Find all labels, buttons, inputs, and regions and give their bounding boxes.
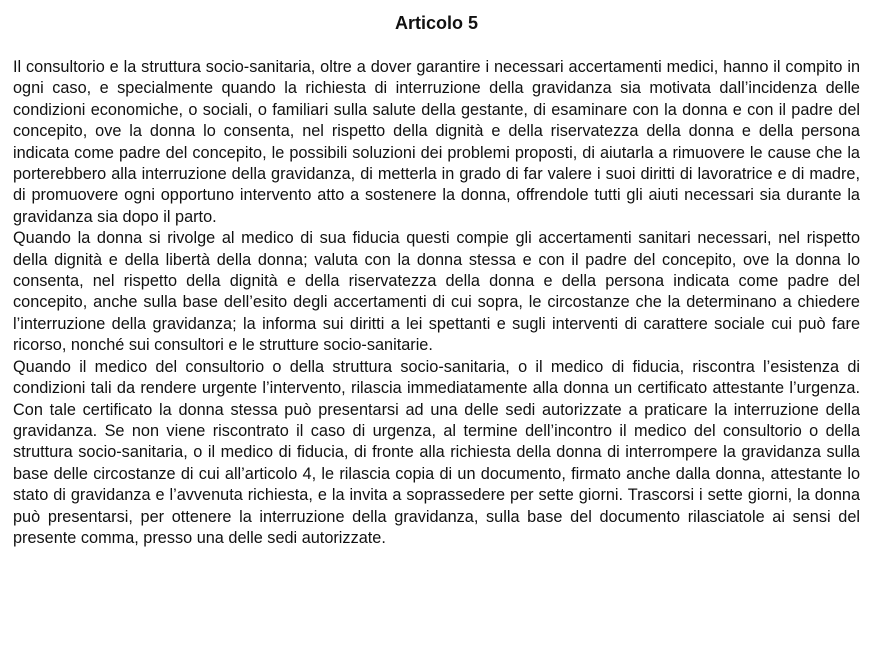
article-body [13, 57, 860, 549]
paragraph-1: Il consultorio e la struttura socio-sanitaria, oltre a dover garantire i necessari accertamenti medici, hanno il compito in ogni caso, e specialmente quando la richiesta di interruzione della gravidanza sia motivata dall’incidenza delle condizioni economiche, o sociali, o familiari sulla salute della gestante, di esaminare con la donna e con il padre del concepito, ove la donna lo consenta, nel rispetto della dignità e della riservatezza della donna e della persona indicata come padre del concepito, le possibili soluzioni dei problemi proposti, di aiutarla a rimuovere le cause che la porterebbero alla interruzione della gravidanza, di metterla in grado di far valere i suoi diritti di lavoratrice e di madre, di promuovere ogni opportuno intervento atto a sostenere la donna, offrendole tutti gli aiuti necessari sia durante la gravidanza sia dopo il parto. [13, 58, 860, 226]
article-heading: Articolo 5 [394, 13, 478, 33]
paragraph-3: Quando il medico del consultorio o della struttura socio-sanitaria, o il medico di fiducia, riscontra l’esistenza di condizioni tali da rendere urgente l’intervento, rilascia immediatamente alla donna un certificato attestante l’urgenza. Con tale certificato la donna stessa può presentarsi ad una delle sedi autorizzate a praticare la interruzione della gravidanza. Se non viene riscontrato il caso di urgenza, al termine dell’incontro il medico del consultorio o della struttura socio-sanitaria, o il medico di fiducia, di fronte alla richiesta della donna di interrompere la gravidanza sulla base delle circostanze di cui all’articolo 4, le rilascia copia di un documento, firmato anche dalla donna, attestante lo stato di gravidanza e l’avvenuta richiesta, e la invita a soprassedere per sette giorni. Trascorsi i sette giorni, la donna può presentarsi, per ottenere la interruzione della gravidanza, sulla base del documento rilasciatole ai sensi del presente comma, presso una delle sedi autorizzate. [13, 357, 860, 547]
document-page [13, 0, 860, 663]
paragraph-2: Quando la donna si rivolge al medico di sua fiducia questi compie gli accertamenti sanitari necessari, nel rispetto della dignità e della libertà della donna; valuta con la donna stessa e con il padre del concepito, ove la donna lo consenta, nel rispetto della dignità e della riservatezza della donna e della persona indicata come padre del concepito, anche sulla base dell’esito degli accertamenti di cui sopra, le circostanze che la determinano a chiedere l’interruzione della gravidanza; la informa sui diritti a lei spettanti e sugli interventi di carattere sociale cui può fare ricorso, nonché sui consultori e le strutture socio-sanitarie. [13, 229, 860, 355]
